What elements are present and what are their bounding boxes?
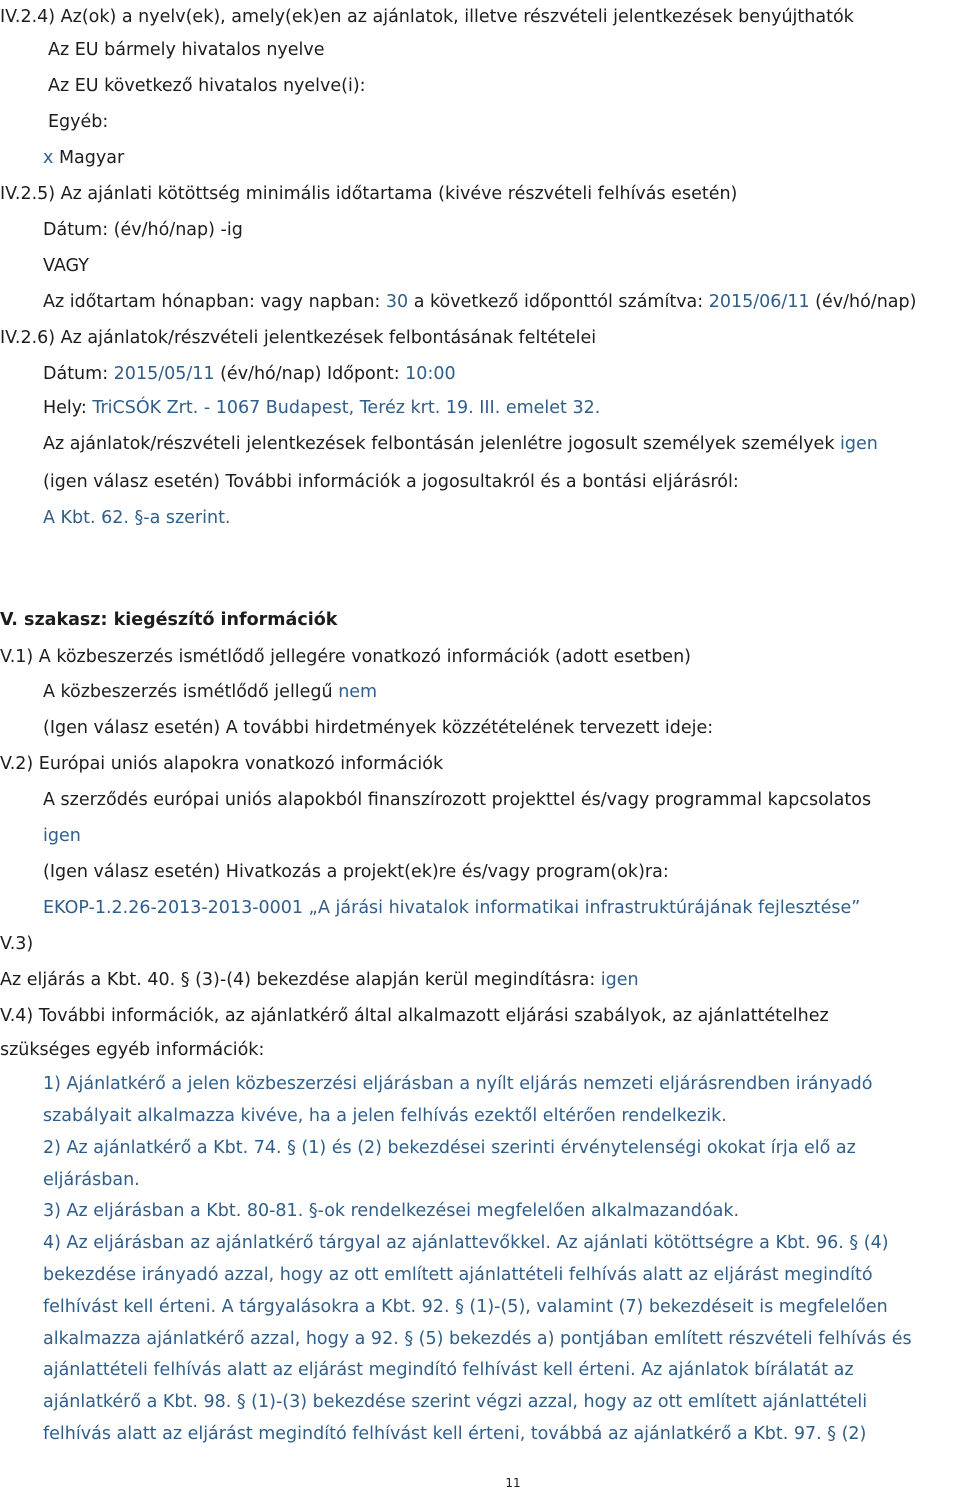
section-v-2-heading: V.2) Európai uniós alapokra vonatkozó információk xyxy=(0,754,444,774)
section-v-4-heading: V.4) További információk, az ajánlatkérő által alkalmazott eljárási szabályok, az ajánlattételhez xyxy=(0,1006,829,1026)
opening-place-label: Hely: xyxy=(43,398,93,418)
recurring-value: nem xyxy=(338,682,378,702)
section-iv-2-6-heading: IV.2.6) Az ajánlatok/részvételi jelentkezések felbontásának feltételei xyxy=(0,328,597,348)
opening-date-label: Dátum: xyxy=(43,364,114,384)
additional-info-line: bekezdése irányadó azzal, hogy az ott említett ajánlattételi felhívás alatt az eljárást megindító xyxy=(43,1265,873,1285)
language-value: Magyar xyxy=(58,148,125,168)
duration-label: Az időtartam hónapban: vagy napban: xyxy=(43,292,386,312)
binding-date-line: Dátum: (év/hó/nap) -ig xyxy=(43,220,243,240)
next-notices-label: (Igen válasz esetén) A további hirdetmények közzétételének tervezett ideje: xyxy=(43,718,714,738)
eu-funds-value: igen xyxy=(43,826,81,846)
additional-info-line: alkalmazza ajánlatkérő azzal, hogy a 92. § (5) bekezdés a) pontjában említett részvételi felhívás és xyxy=(43,1329,912,1349)
opening-time-label: (év/hó/nap) Időpont: xyxy=(214,364,406,384)
language-option-other: Egyéb: xyxy=(48,112,109,132)
project-ref-label: (Igen válasz esetén) Hivatkozás a projekt(ek)re és/vagy program(ok)ra: xyxy=(43,862,669,882)
checkmark-x: x xyxy=(43,148,54,168)
section-v-title: V. szakasz: kiegészítő információk xyxy=(0,610,338,630)
section-v-1-heading: V.1) A közbeszerzés ismétlődő jellegére vonatkozó információk (adott esetben) xyxy=(0,647,691,667)
additional-info-line: felhívás alatt az eljárást megindító felhívást kell érteni, továbbá az ajánlatkérő a Kbt. 97. § (2) xyxy=(43,1424,867,1444)
recurring-line xyxy=(43,680,377,704)
or-separator: VAGY xyxy=(43,256,89,276)
language-selected xyxy=(43,146,124,170)
procedure-basis-value: igen xyxy=(600,970,639,990)
page-number: 11 xyxy=(505,1476,521,1490)
additional-info-line: 2) Az ajánlatkérő a Kbt. 74. § (1) és (2) bekezdései szerinti érvénytelenségi okokat írja elő az xyxy=(43,1138,856,1158)
attendance-value: igen xyxy=(840,434,878,454)
section-v-4-heading-cont: szükséges egyéb információk: xyxy=(0,1040,265,1060)
additional-info-line: 1) Ajánlatkérő a jelen közbeszerzési eljárásban a nyílt eljárás nemzeti eljárásrendben irányadó xyxy=(43,1074,873,1094)
date-format-label: (év/hó/nap) xyxy=(809,292,917,312)
opening-time: 10:00 xyxy=(405,364,456,384)
opening-place-line xyxy=(43,396,600,420)
language-option-any: Az EU bármely hivatalos nyelve xyxy=(48,40,325,60)
opening-place: TriCSÓK Zrt. - 1067 Budapest, Teréz krt. 19. III. emelet 32. xyxy=(92,398,601,418)
section-iv-2-5-heading: IV.2.5) Az ajánlati kötöttség minimális időtartama (kivéve részvételi felhívás esetén) xyxy=(0,184,738,204)
additional-info-line: szabályait alkalmazza kivéve, ha a jelen felhívás ezektől eltérően rendelkezik. xyxy=(43,1106,727,1126)
duration-from-label: a következő időponttól számítva: xyxy=(408,292,709,312)
duration-from-date: 2015/06/11 xyxy=(708,292,810,312)
attendance-line xyxy=(43,432,878,456)
procedure-basis-line xyxy=(0,968,639,992)
opening-date: 2015/05/11 xyxy=(113,364,215,384)
recurring-label: A közbeszerzés ismétlődő jellegű xyxy=(43,682,339,702)
procedure-basis-label: Az eljárás a Kbt. 40. § (3)-(4) bekezdése alapján kerül megindításra: xyxy=(0,970,601,990)
additional-info-line: felhívást kell érteni. A tárgyalásokra a Kbt. 92. § (1)-(5), valamint (7) bekezdéseit is megfelelően xyxy=(43,1297,888,1317)
section-iv-2-4-heading: IV.2.4) Az(ok) a nyelv(ek), amely(ek)en az ajánlatok, illetve részvételi jelentkezések benyújthatók xyxy=(0,7,854,27)
binding-duration-line xyxy=(43,290,916,314)
additional-info-line: 3) Az eljárásban a Kbt. 80-81. §-ok rendelkezései megfelelően alkalmazandóak. xyxy=(43,1201,740,1221)
additional-info-line: ajánlattételi felhívás alatt az eljárást megindító felhívást kell érteni. Az ajánlatok bírálatát az xyxy=(43,1360,854,1380)
additional-info-line: ajánlatkérő a Kbt. 98. § (1)-(3) bekezdése szerint végzi azzal, hogy az ott említett ajánlattételi xyxy=(43,1392,868,1412)
additional-info-line: eljárásban. xyxy=(43,1170,140,1190)
opening-date-line xyxy=(43,362,456,386)
section-v-3-heading: V.3) xyxy=(0,934,34,954)
additional-info-line: 4) Az eljárásban az ajánlatkérő tárgyal az ajánlattevőkkel. Az ajánlati kötöttségre a Kbt. 96. § (4) xyxy=(43,1233,889,1253)
attendance-label: Az ajánlatok/részvételi jelentkezések felbontásán jelenlétre jogosult személyek személyek xyxy=(43,434,841,454)
language-option-specific: Az EU következő hivatalos nyelve(i): xyxy=(48,76,366,96)
attendance-info-value: A Kbt. 62. §-a szerint. xyxy=(43,508,231,528)
project-ref-value: EKOP-1.2.26-2013-2013-0001 „A járási hivatalok informatikai infrastruktúrájának fejlesztése” xyxy=(43,898,861,918)
duration-days: 30 xyxy=(385,292,409,312)
attendance-info-label: (igen válasz esetén) További információk a jogosultakról és a bontási eljárásról: xyxy=(43,472,739,492)
eu-funds-question: A szerződés európai uniós alapokból finanszírozott projekttel és/vagy programmal kapcsolatos xyxy=(43,790,872,810)
